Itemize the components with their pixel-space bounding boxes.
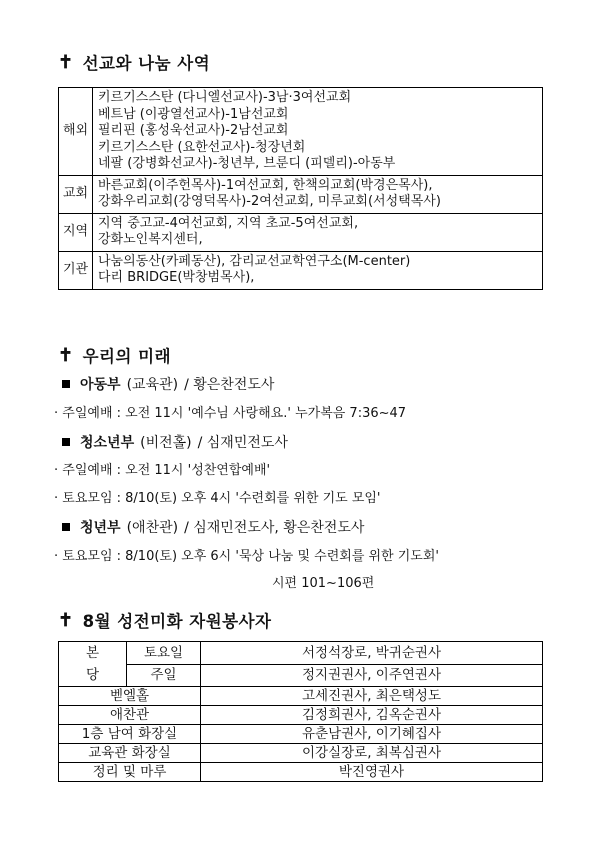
place-cell: 벧엘홀 bbox=[59, 687, 201, 706]
missions-line: 다리 BRIDGE(박창범목사), bbox=[98, 270, 255, 285]
dept-leader: / 심재민전도사, 황은찬전도사 bbox=[184, 520, 365, 536]
square-bullet-icon bbox=[62, 438, 70, 446]
missions-heading bbox=[58, 50, 210, 74]
place-cell: 교육관 화장실 bbox=[59, 744, 201, 763]
children-dept-heading bbox=[62, 374, 274, 394]
place-cell: 정리 및 마루 bbox=[59, 763, 201, 782]
missions-line: 베트남 (이광열선교사)-1남선교회 bbox=[98, 106, 289, 122]
day-cell: 토요일 bbox=[127, 642, 201, 665]
schedule-line: · 토요모임 : 8/10(토) 오후 4시 '수련회를 위한 기도 모임' bbox=[54, 491, 381, 506]
names-cell: 이강실장로, 최복심권사 bbox=[201, 744, 543, 763]
volunteers-table bbox=[58, 641, 543, 782]
names-cell: 고세진권사, 최은택성도 bbox=[201, 687, 543, 706]
future-title: 우리의 미래 bbox=[82, 347, 172, 366]
missions-category: 기관 bbox=[59, 251, 93, 289]
missions-line: 네팔 (강병화선교사)-청년부, 브룬디 (피델리)-아동부 bbox=[98, 156, 396, 171]
dept-leader: / 심재민전도사 bbox=[197, 435, 288, 451]
names-cell: 김정희권사, 김옥순권사 bbox=[201, 706, 543, 725]
cross-icon: ✝ bbox=[58, 344, 74, 366]
cross-icon: ✝ bbox=[58, 51, 74, 73]
missions-line: 강화노인복지센터, bbox=[98, 232, 203, 247]
scripture-note: 시편 101~106편 bbox=[272, 576, 375, 591]
dept-name: 청년부 bbox=[80, 520, 121, 536]
volunteers-title: 8월 성전미화 자원봉사자 bbox=[82, 612, 272, 631]
missions-line: 키르기스스탄 (다니엘선교사)-3남·3여선교회 bbox=[98, 90, 352, 105]
volunteer-row bbox=[59, 706, 543, 725]
dept-name: 아동부 bbox=[80, 377, 121, 393]
missions-table bbox=[58, 87, 543, 290]
missions-category: 해외 bbox=[59, 88, 93, 176]
square-bullet-icon bbox=[62, 380, 70, 388]
missions-line: 지역 중고교-4여선교회, 지역 초교-5여선교회, bbox=[98, 215, 359, 231]
young-adults-dept-heading bbox=[62, 517, 364, 537]
volunteer-row bbox=[59, 763, 543, 782]
cross-icon: ✝ bbox=[58, 609, 74, 631]
main-hall-cell bbox=[59, 642, 127, 687]
names-cell: 유춘남권사, 이기혜집사 bbox=[201, 725, 543, 744]
missions-category: 지역 bbox=[59, 213, 93, 251]
missions-row-overseas bbox=[59, 88, 543, 176]
missions-row-region bbox=[59, 213, 543, 251]
names-cell: 정지권권사, 이주연권사 bbox=[201, 664, 543, 687]
day-cell: 주일 bbox=[127, 664, 201, 687]
missions-line: 바른교회(이주헌목사)-1여선교회, 한책의교회(박경은목사), bbox=[98, 177, 433, 193]
place-cell: 1층 남여 화장실 bbox=[59, 725, 201, 744]
dept-place: (교육관) bbox=[126, 377, 179, 393]
missions-line: 키르기스스탄 (요한선교사)-청장년회 bbox=[98, 139, 306, 155]
dept-leader: / 황은찬전도사 bbox=[184, 377, 275, 393]
missions-category: 교회 bbox=[59, 175, 93, 213]
volunteer-row bbox=[59, 725, 543, 744]
volunteer-row bbox=[59, 744, 543, 763]
square-bullet-icon bbox=[62, 523, 70, 531]
schedule-line: · 주일예배 : 오전 11시 '예수님 사랑해요.' 누가복음 7:36~47 bbox=[54, 406, 407, 421]
main-hall-label: 본당 bbox=[85, 645, 100, 683]
schedule-line: · 주일예배 : 오전 11시 '성찬연합예배' bbox=[54, 463, 271, 478]
place-cell: 애찬관 bbox=[59, 706, 201, 725]
names-cell: 박진영권사 bbox=[201, 763, 543, 782]
missions-title: 선교와 나눔 사역 bbox=[82, 54, 211, 73]
missions-row-institution bbox=[59, 251, 543, 289]
missions-line: 나눔의동산(카페동산), 감리교선교학연구소(M-center) bbox=[98, 253, 411, 269]
future-heading bbox=[58, 343, 171, 367]
volunteer-row bbox=[59, 687, 543, 706]
missions-line: 강화우리교회(강영덕목사)-2여선교회, 미루교회(서성택목사) bbox=[98, 194, 441, 209]
dept-name: 청소년부 bbox=[80, 435, 135, 451]
volunteer-row bbox=[59, 664, 543, 687]
volunteers-heading bbox=[58, 608, 271, 632]
volunteer-row bbox=[59, 642, 543, 665]
schedule-line: · 토요모임 : 8/10(토) 오후 6시 '묵상 나눔 및 수련회를 위한 기도회' bbox=[54, 549, 439, 564]
names-cell: 서정석장로, 박귀순권사 bbox=[201, 642, 543, 665]
missions-row-church bbox=[59, 175, 543, 213]
youth-dept-heading bbox=[62, 432, 288, 452]
dept-place: (애찬관) bbox=[126, 520, 179, 536]
missions-line: 필리핀 (홍성욱선교사)-2남선교회 bbox=[98, 123, 289, 138]
dept-place: (비전홀) bbox=[140, 435, 192, 451]
